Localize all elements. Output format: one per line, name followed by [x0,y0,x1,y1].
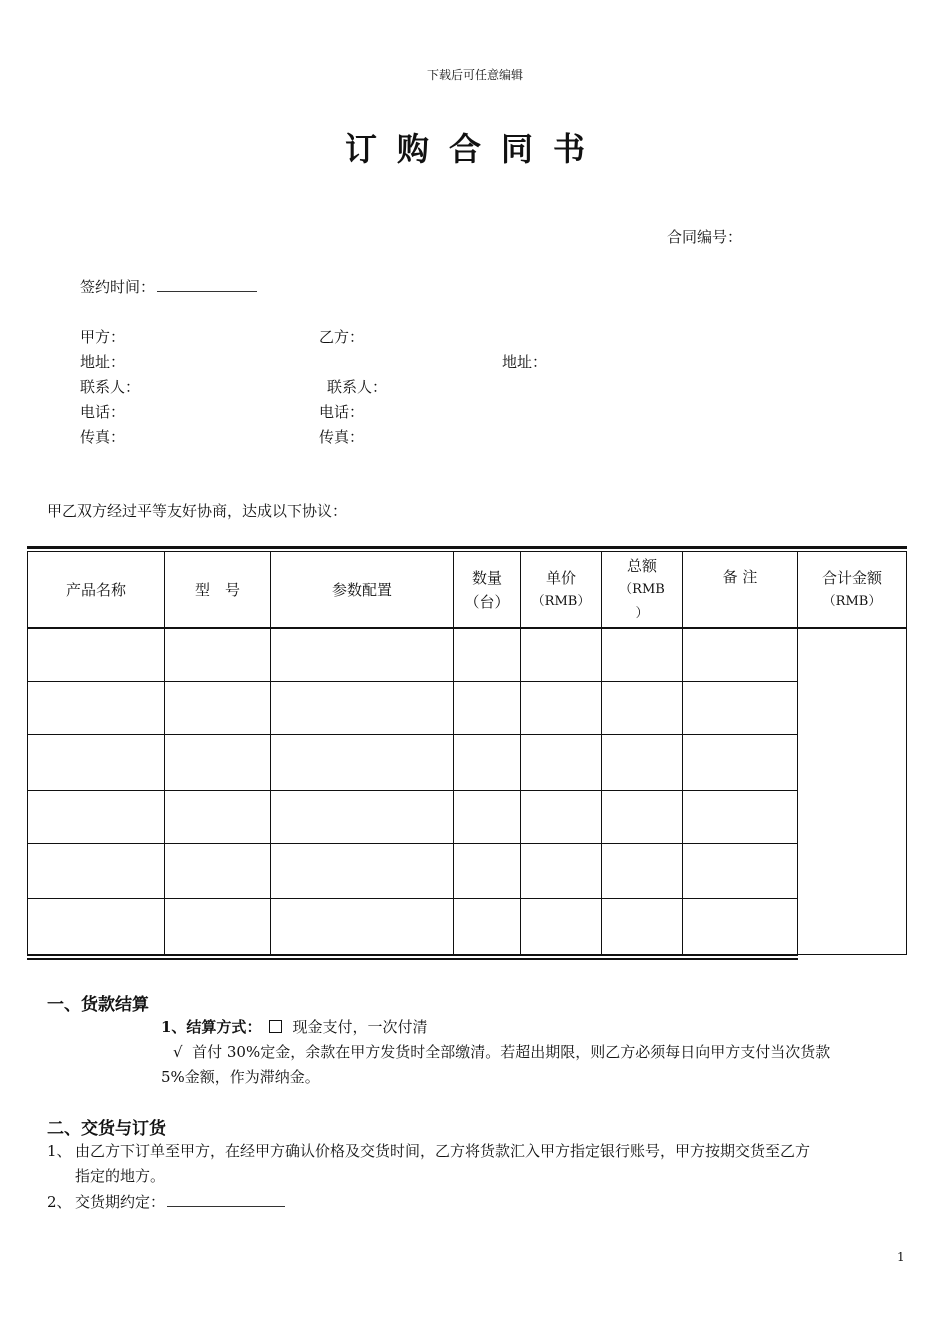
section2-item1-num: 1、 [47,1142,72,1160]
table-row [28,735,797,790]
deposit-option-row [173,1041,830,1062]
section2-item2-num: 2、 [47,1193,72,1211]
party-a-contact-label: 联系人： [80,378,141,396]
party-b-phone-label: 电话： [319,403,365,421]
header-grand-total: 合计金额 （RMB） [821,568,882,609]
header-unit-price: 单价 （RMB） [531,568,591,609]
table-row [28,844,797,898]
order-table [27,546,907,962]
party-b-name-label: 乙方： [319,328,365,346]
deposit-option-text: 首付 30%定金，余款在甲方发货时全部缴清。若超出期限，则乙方必须每日向甲方支付当次货款 [192,1043,831,1061]
party-b-contact-label: 联系人： [327,378,388,396]
page-number: 1 [897,1250,905,1264]
agreement-intro: 甲乙双方经过平等友好协商，达成以下协议： [47,502,348,520]
payment-method-label: 1、结算方式： [161,1018,262,1036]
party-a-name-label: 甲方： [80,328,126,346]
section2-heading: 二、交货与订货 [47,1119,166,1139]
party-a-phone-label: 电话： [80,403,126,421]
table-row [28,682,797,734]
section2-item1-text-cont: 指定的地方。 [75,1167,166,1185]
delivery-term-row [75,1191,285,1212]
section2-item1-text: 由乙方下订单至甲方，在经甲方确认价格及交货时间，乙方将货款汇入甲方指定银行账号，甲方按期交货至乙方 [75,1142,811,1160]
party-b-fax-label: 传真： [319,428,365,446]
document-title: 订购合同书 [344,130,605,168]
table-row [28,791,797,843]
header-quantity: 数量 （台） [464,568,510,611]
header-specs: 参数配置 [331,580,392,599]
section1-heading: 一、货款结算 [47,995,149,1015]
delivery-term-blank [167,1206,285,1207]
deposit-option-text-cont: 5%金额，作为滞纳金。 [161,1068,320,1086]
table-row [28,629,797,681]
header-product-name: 产品名称 [65,580,126,599]
header-total: 总额 （RMB ） [619,556,665,621]
party-a-fax-label: 传真： [80,428,126,446]
sign-time-blank [157,291,257,292]
cash-option-label: 现金支付，一次付清 [292,1018,428,1036]
sign-time-row [80,276,257,297]
check-mark-icon: √ [173,1043,183,1061]
header-note: 下载后可任意编辑 [426,68,523,82]
party-b-address-label: 地址： [502,353,548,371]
delivery-term-label: 交货期约定： [75,1193,166,1211]
contract-number-label: 合同编号： [667,228,743,246]
header-remarks: 备 注 [722,568,758,586]
header-model: 型 号 [194,580,240,599]
table-row [28,899,797,954]
cash-checkbox[interactable] [269,1020,282,1033]
sign-time-label: 签约时间： [80,278,156,296]
grand-total-cell [798,629,906,954]
payment-method-row [161,1016,427,1037]
party-a-address-label: 地址： [80,353,126,371]
